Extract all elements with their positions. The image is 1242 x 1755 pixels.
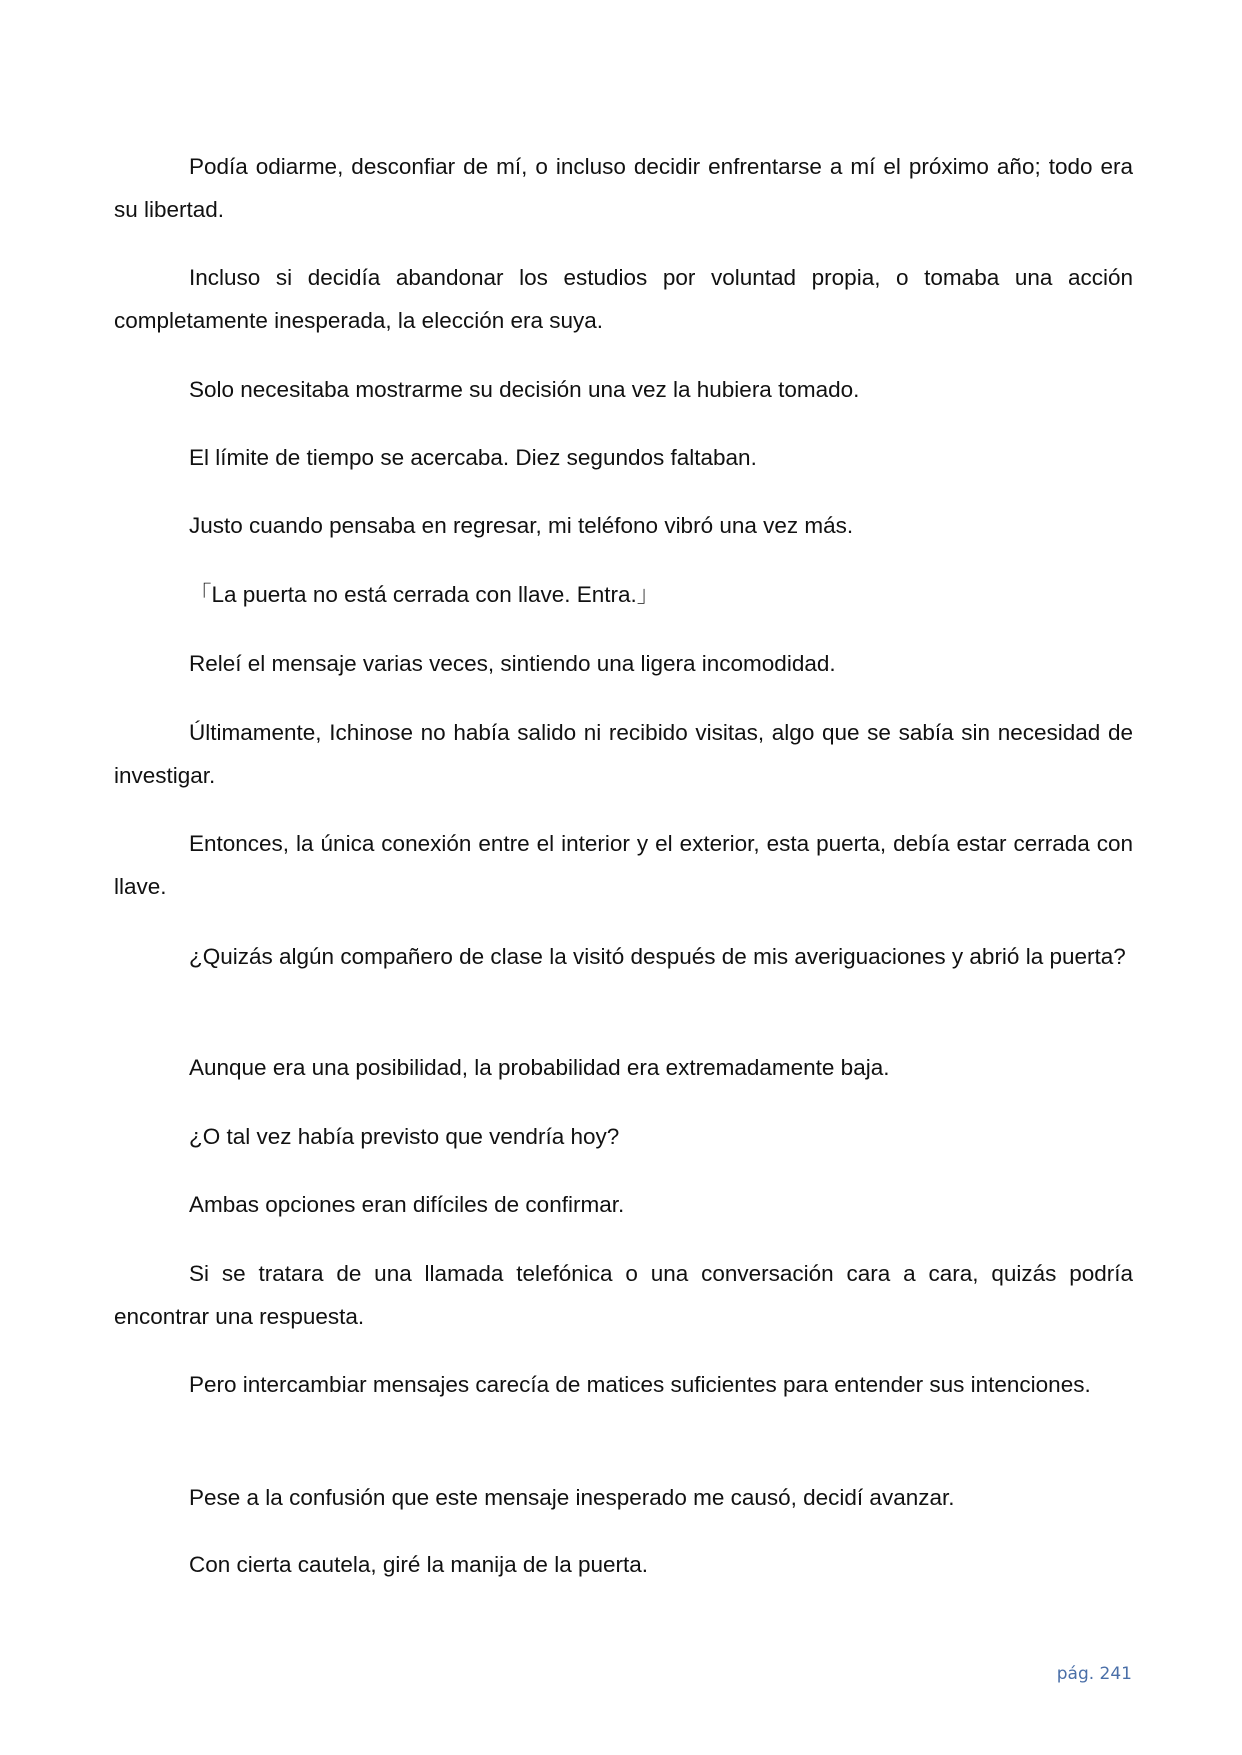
paragraph: Últimamente, Ichinose no había salido ni recibido visitas, algo que se sabía sin necesidad de investigar.	[114, 720, 1133, 788]
paragraph: Solo necesitaba mostrarme su decisión una vez la hubiera tomado.	[189, 377, 860, 402]
paragraph: Incluso si decidía abandonar los estudios por voluntad propia, o tomaba una acción completamente inesperada, la elección era suya.	[114, 265, 1133, 333]
paragraph: El límite de tiempo se acercaba. Diez segundos faltaban.	[189, 445, 757, 470]
paragraph: Con cierta cautela, giré la manija de la puerta.	[189, 1552, 649, 1577]
paragraph: Releí el mensaje varias veces, sintiendo una ligera incomodidad.	[189, 651, 836, 676]
paragraph: Ambas opciones eran difíciles de confirmar.	[189, 1192, 625, 1217]
paragraph: Pese a la confusión que este mensaje inesperado me causó, decidí avanzar.	[189, 1485, 955, 1510]
paragraph: Pero intercambiar mensajes carecía de matices suficientes para entender sus intenciones.	[189, 1372, 1091, 1397]
page-number: pág. 241	[1056, 1664, 1132, 1684]
paragraph: ¿O tal vez había previsto que vendría hoy?	[189, 1124, 620, 1149]
paragraph: ¿Quizás algún compañero de clase la visitó después de mis averiguaciones y abrió la puerta?	[189, 944, 1126, 969]
paragraph: Aunque era una posibilidad, la probabilidad era extremadamente baja.	[189, 1055, 890, 1080]
paragraph: Entonces, la única conexión entre el interior y el exterior, esta puerta, debía estar cerrada con llave.	[114, 831, 1133, 899]
paragraph: 「La puerta no está cerrada con llave. Entra.」	[189, 582, 660, 607]
paragraph: Podía odiarme, desconfiar de mí, o incluso decidir enfrentarse a mí el próximo año; todo era su libertad.	[114, 154, 1133, 222]
paragraph: Si se tratara de una llamada telefónica o una conversación cara a cara, quizás podría encontrar una respuesta.	[114, 1261, 1133, 1329]
paragraph: Justo cuando pensaba en regresar, mi teléfono vibró una vez más.	[189, 513, 854, 538]
